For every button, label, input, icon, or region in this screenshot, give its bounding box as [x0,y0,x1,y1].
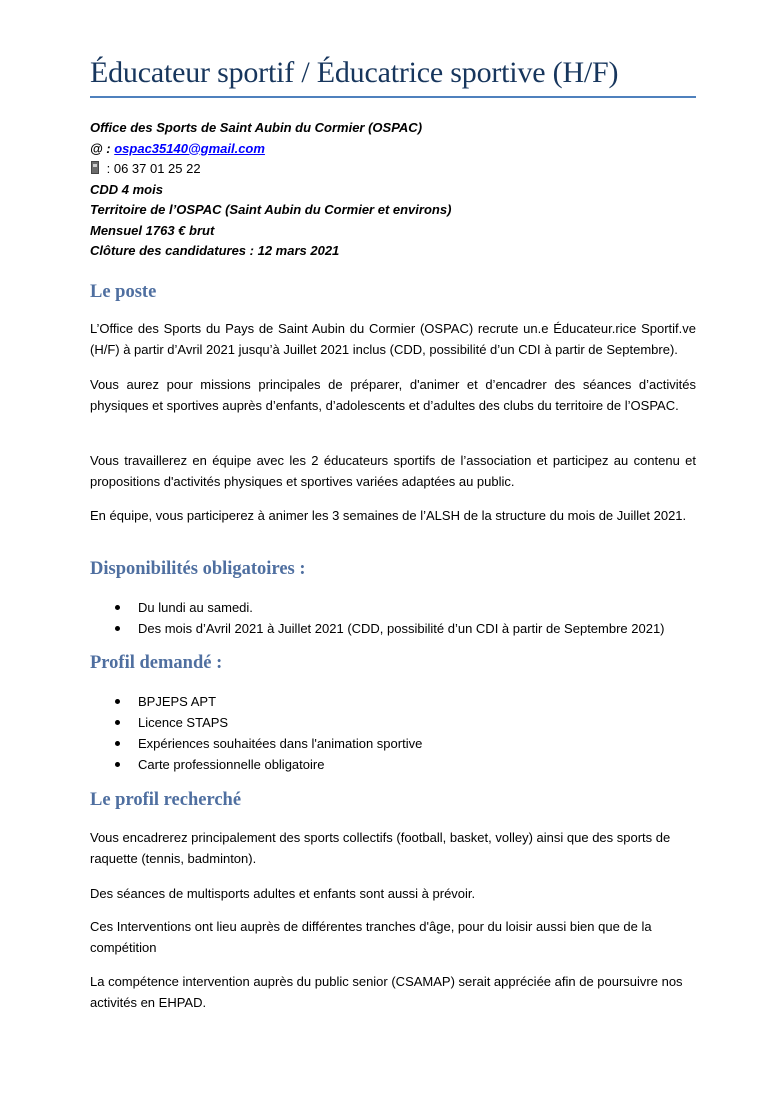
section-heading-profil-demande: Profil demandé : [90,653,223,673]
paragraph: Ces Interventions ont lieu auprès de différentes tranches d'âge, pour du loisir aussi bien que de la compétition [90,919,652,955]
paragraph: Vous aurez pour missions principales de préparer, d'animer et d’encadrer des séances d’activités physiques et sportives auprès d’enfants, d’adolescents et d’adultes des clubs du territoire de l’OSPAC. [90,377,696,413]
job-info-block [90,118,451,262]
list-item [90,754,422,775]
email-prefix: @ : [90,140,115,156]
email-line [90,139,451,160]
bullet-icon [115,699,120,704]
bullet-icon [115,720,120,725]
organization-name: Office des Sports de Saint Aubin du Cormier (OSPAC) [90,120,423,135]
paragraph: La compétence intervention auprès du public senior (CSAMAP) serait appréciée afin de poursuivre nos activités en EHPAD. [90,974,683,1010]
list-item [90,618,665,639]
title-underline-rule [90,96,696,98]
paragraph: Vous encadrerez principalement des sports collectifs (football, basket, volley) ainsi que des sports de raquette (tennis, badminton). [90,830,671,866]
list-item [90,712,422,733]
bullet-icon [115,762,120,767]
salary: Mensuel 1763 € brut [90,222,215,238]
email-link[interactable]: ospac35140@gmail.com [114,140,265,156]
bullet-icon [115,626,120,631]
paragraph: Vous travaillerez en équipe avec les 2 éducateurs sportifs de l’association et participez au contenu et propositions d'activités physiques et sportives variées adaptées au public. [90,453,696,489]
list-item-text: Des mois d’Avril 2021 à Juillet 2021 (CDD, possibilité d’un CDI à partir de Septembre 2021) [138,621,665,636]
contract-type: CDD 4 mois [90,181,163,197]
list-item-text: Carte professionnelle obligatoire [138,757,325,772]
bullet-icon [115,741,120,746]
mobile-phone-icon [91,161,99,174]
list-item-text: Du lundi au samedi. [138,600,253,615]
disponibilites-list [90,597,665,639]
application-deadline: Clôture des candidatures : 12 mars 2021 [90,243,340,258]
phone-number: : 06 37 01 25 22 [103,161,201,176]
document-title: Éducateur sportif / Éducatrice sportive (H/F) [90,56,619,89]
list-item-text: BPJEPS APT [138,694,217,709]
job-location: Territoire de l’OSPAC (Saint Aubin du Cormier et environs) [90,202,452,217]
section-heading-disponibilites: Disponibilités obligatoires : [90,559,306,579]
list-item-text: Licence STAPS [138,715,229,730]
list-item [90,733,422,754]
profil-demande-list [90,691,422,775]
list-item [90,691,422,712]
paragraph: Des séances de multisports adultes et enfants sont aussi à prévoir. [90,886,476,901]
bullet-icon [115,605,120,610]
section-heading-le-poste: Le poste [90,282,157,302]
paragraph: L’Office des Sports du Pays de Saint Aubin du Cormier (OSPAC) recrute un.e Éducateur.rice Sportif.ve (H/F) à partir d’Avril 2021 jusqu’à Juillet 2021 inclus (CDD, possibilité d’un CDI à partir de Septembre). [90,321,696,357]
phone-line [90,159,451,180]
list-item [90,597,665,618]
paragraph: En équipe, vous participerez à animer les 3 semaines de l’ALSH de la structure du mois de Juillet 2021. [90,508,687,523]
list-item-text: Expériences souhaitées dans l'animation sportive [138,736,423,751]
section-heading-profil-recherche: Le profil recherché [90,790,242,810]
